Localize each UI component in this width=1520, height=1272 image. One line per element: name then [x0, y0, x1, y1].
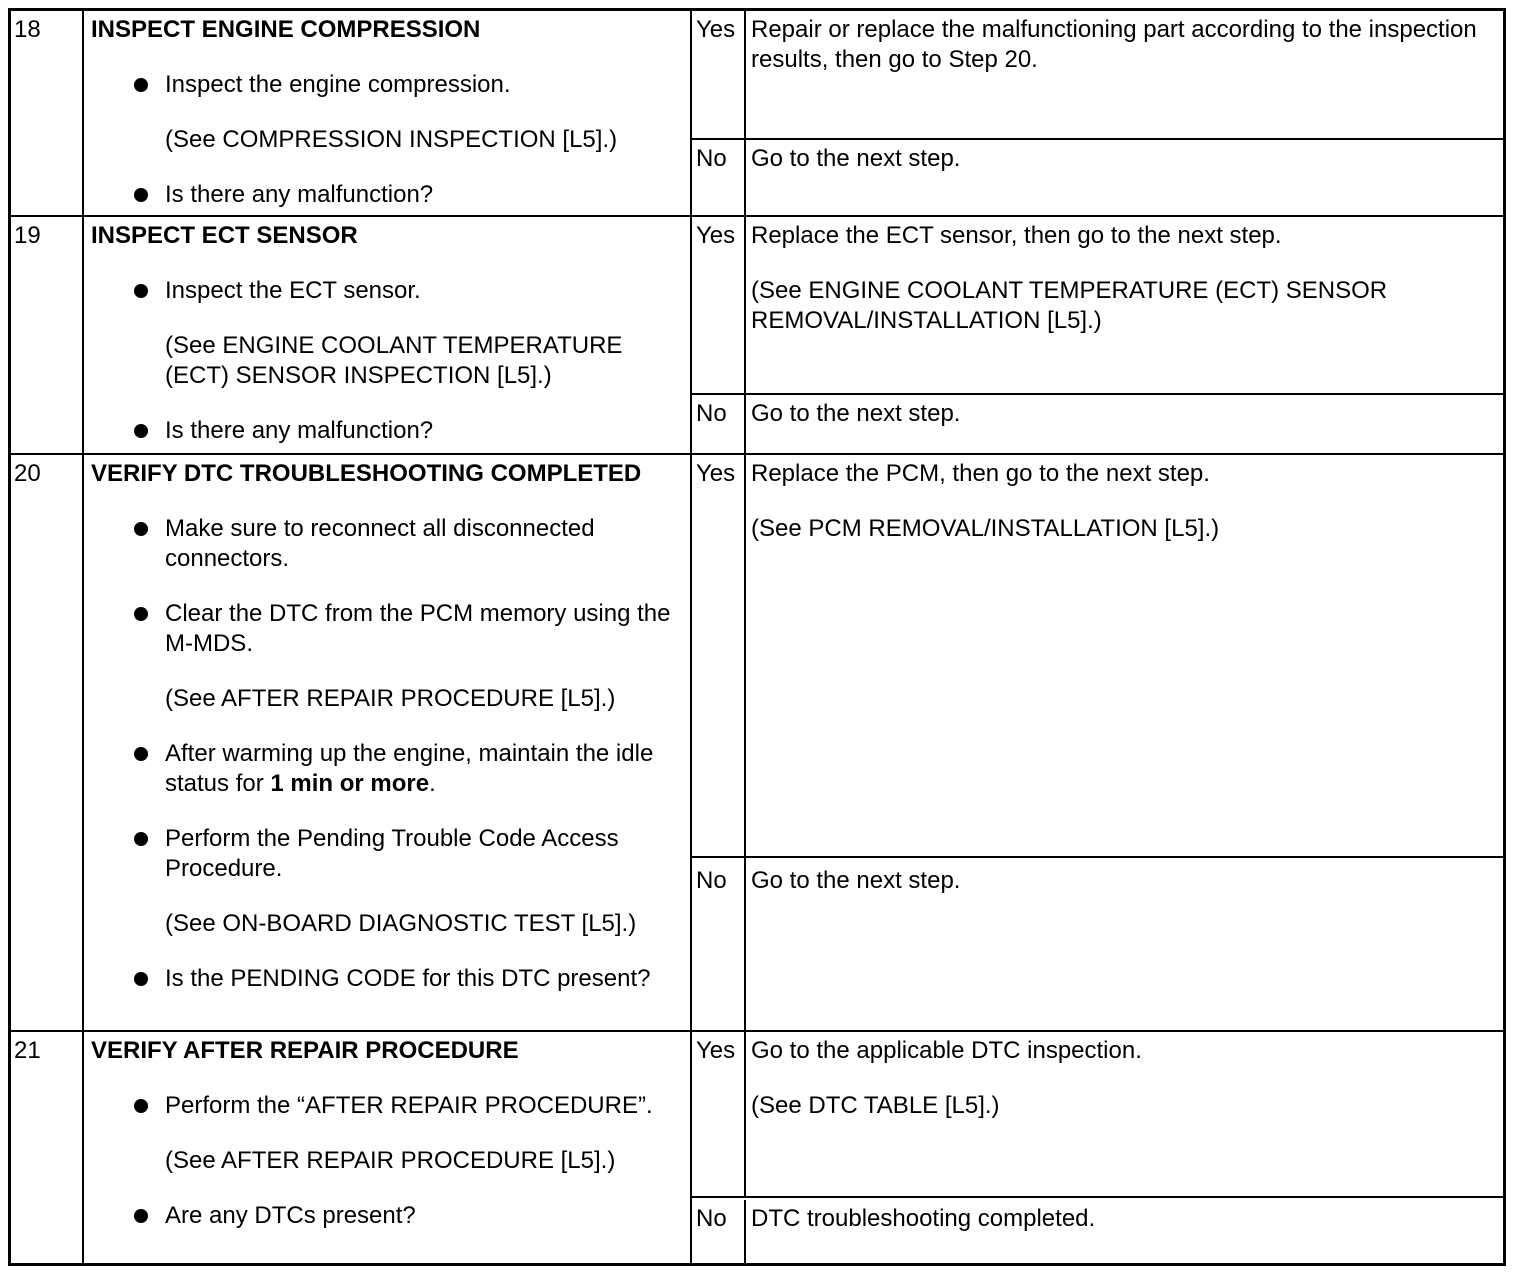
step-title: INSPECT ENGINE COMPRESSION — [91, 16, 481, 43]
yes-result — [692, 11, 1503, 140]
yes-label: Yes — [696, 16, 736, 43]
step-number-cell — [11, 11, 84, 215]
yes-label: Yes — [696, 222, 736, 249]
step-title: VERIFY AFTER REPAIR PROCEDURE — [91, 1037, 519, 1064]
action-cell — [84, 455, 692, 1030]
no-text: DTC troubleshooting completed. — [751, 1205, 1096, 1232]
step-number-cell — [11, 217, 84, 453]
no-label: No — [696, 400, 727, 427]
action-item: Clear the DTC from the PCM memory using the M-MDS. — [91, 599, 680, 659]
action-item: Perform the Pending Trouble Code Access Procedure. — [91, 824, 680, 884]
yes-text: Go to the applicable DTC inspection. — [751, 1037, 1142, 1064]
reference-note: (See AFTER REPAIR PROCEDURE [L5].) — [165, 1147, 616, 1174]
no-label: No — [696, 1205, 727, 1232]
no-result — [692, 1200, 1503, 1266]
bullet-icon — [134, 424, 148, 438]
action-item: Make sure to reconnect all disconnected connectors. — [91, 514, 680, 574]
action-item: Perform the “AFTER REPAIR PROCEDURE”. — [91, 1091, 680, 1121]
bullet-icon — [134, 1209, 148, 1223]
reference-note: (See AFTER REPAIR PROCEDURE [L5].) — [165, 685, 616, 712]
no-text: Go to the next step. — [751, 145, 961, 172]
bullet-icon — [134, 522, 148, 536]
yes-text: Replace the ECT sensor, then go to the next step. — [751, 222, 1282, 249]
bullet-icon — [134, 972, 148, 986]
yes-reference: (See PCM REMOVAL/INSTALLATION [L5].) — [751, 515, 1220, 542]
yes-result — [692, 455, 1503, 858]
action-cell — [84, 11, 692, 215]
yes-reference: (See DTC TABLE [L5].) — [751, 1092, 1000, 1119]
action-item: Is the PENDING CODE for this DTC present? — [91, 964, 680, 994]
bullet-icon — [134, 1099, 148, 1113]
action-item: Is there any malfunction? — [91, 180, 680, 210]
yes-result — [692, 1032, 1503, 1198]
reference-note: (See ENGINE COOLANT TEMPERATURE (ECT) SENSOR INSPECTION [L5].) — [165, 332, 623, 389]
table-row-step-21 — [11, 1032, 1503, 1266]
bullet-icon — [134, 607, 148, 621]
yes-label: Yes — [696, 1037, 736, 1064]
duration-emphasis: 1 min or more — [270, 770, 430, 797]
no-result — [692, 395, 1503, 453]
troubleshooting-table — [8, 8, 1506, 1266]
action-item: After warming up the engine, maintain the idle status for 1 min or more. — [91, 739, 680, 799]
table-row-step-19 — [11, 217, 1503, 455]
action-cell — [84, 217, 692, 453]
step-title: VERIFY DTC TROUBLESHOOTING COMPLETED — [91, 460, 642, 487]
action-cell — [84, 1032, 692, 1266]
yes-text: Replace the PCM, then go to the next step. — [751, 460, 1210, 487]
reference-note: (See ON-BOARD DIAGNOSTIC TEST [L5].) — [165, 910, 637, 937]
yes-text: Repair or replace the malfunctioning part according to the inspection results, then go to Step 20. — [751, 16, 1477, 73]
bullet-icon — [134, 747, 148, 761]
table-row-step-20 — [11, 455, 1503, 1032]
step-number-cell — [11, 455, 84, 1030]
reference-note: (See COMPRESSION INSPECTION [L5].) — [165, 126, 618, 153]
bullet-icon — [134, 188, 148, 202]
table-row-step-18 — [11, 11, 1503, 217]
no-result — [692, 858, 1503, 1030]
step-number: 19 — [14, 222, 41, 249]
action-item: Is there any malfunction? — [91, 416, 680, 446]
step-number: 20 — [14, 460, 41, 487]
no-result — [692, 140, 1503, 215]
action-item: Inspect the engine compression. — [91, 70, 680, 100]
bullet-icon — [134, 832, 148, 846]
step-number-cell — [11, 1032, 84, 1266]
no-label: No — [696, 145, 727, 172]
bullet-icon — [134, 78, 148, 92]
yes-result — [692, 217, 1503, 395]
bullet-icon — [134, 284, 148, 298]
no-text: Go to the next step. — [751, 867, 961, 894]
step-title: INSPECT ECT SENSOR — [91, 222, 358, 249]
step-number: 21 — [14, 1037, 41, 1064]
action-item: Inspect the ECT sensor. — [91, 276, 680, 306]
no-label: No — [696, 867, 727, 894]
step-number: 18 — [14, 16, 41, 43]
no-text: Go to the next step. — [751, 400, 961, 427]
yes-reference: (See ENGINE COOLANT TEMPERATURE (ECT) SENSOR REMOVAL/INSTALLATION [L5].) — [751, 277, 1388, 334]
yes-label: Yes — [696, 460, 736, 487]
action-item: Are any DTCs present? — [91, 1201, 680, 1231]
